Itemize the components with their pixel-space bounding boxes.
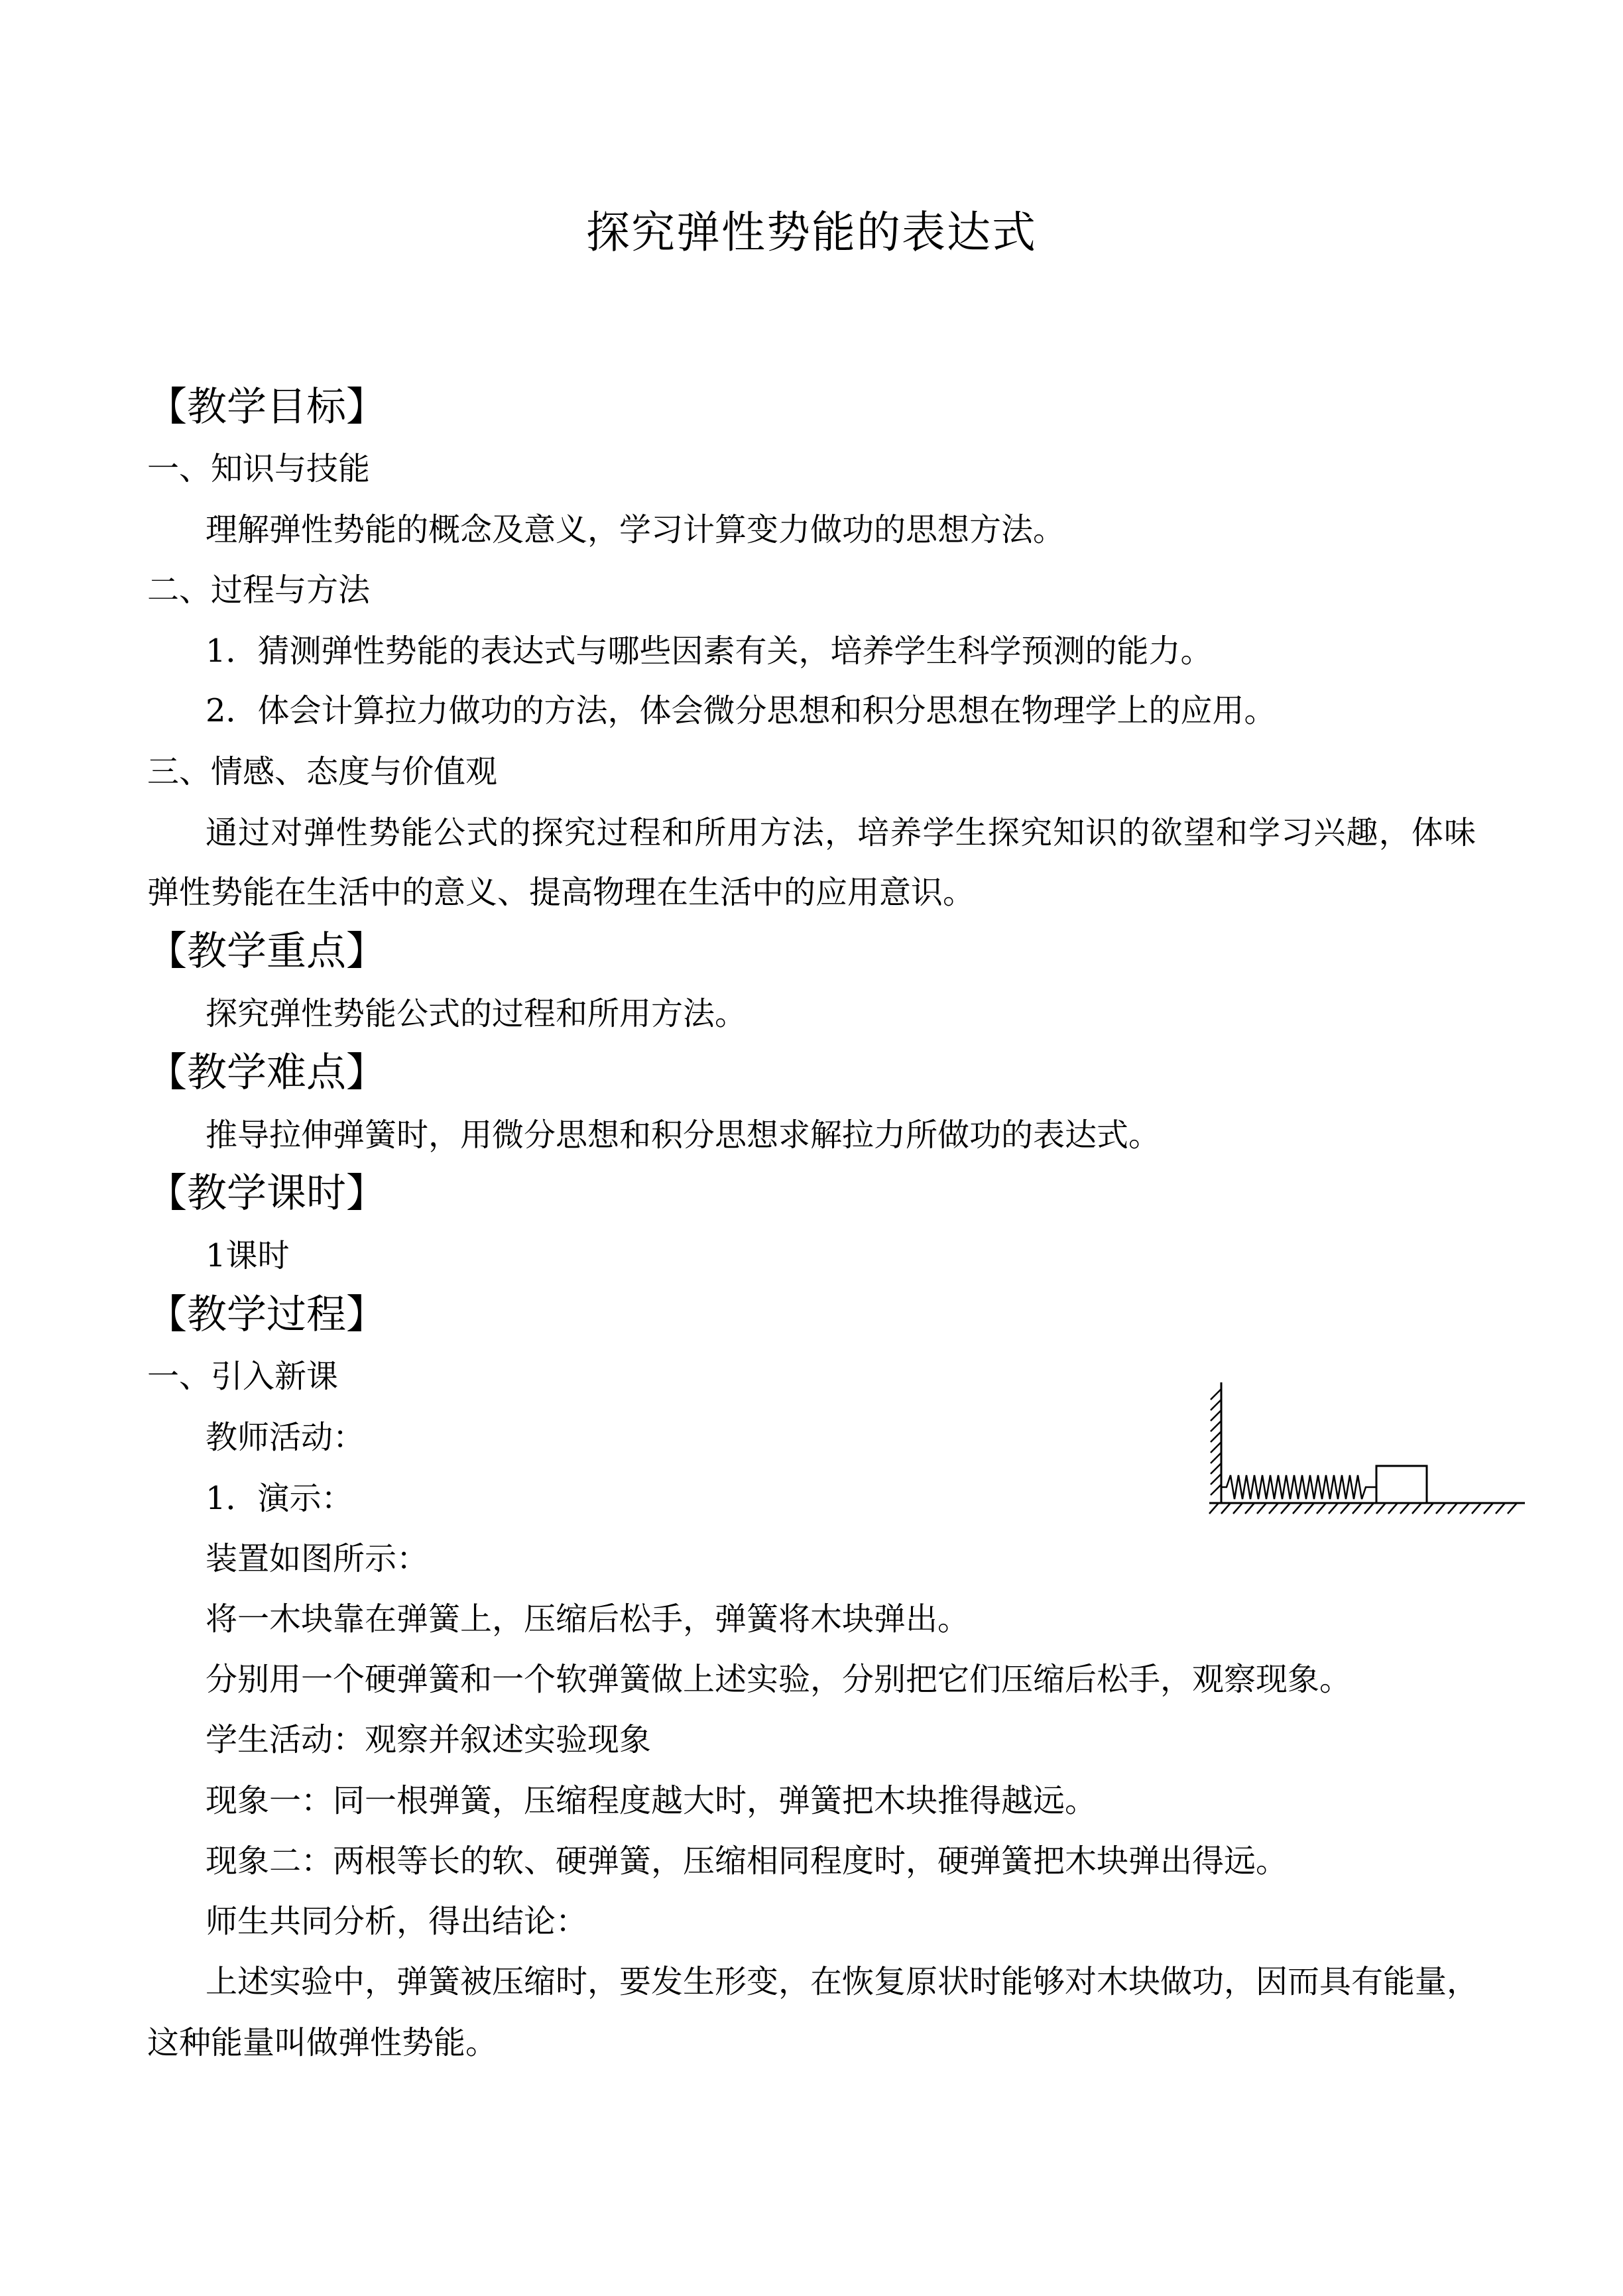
- step-1-text: 将一木块靠在弹簧上，压缩后松手，弹簧将木块弹出。: [206, 1601, 970, 1638]
- demo-label: 1．演示：: [206, 1480, 353, 1517]
- phenomenon-2-text: 现象二：两根等长的软、硬弹簧，压缩相同程度时，硬弹簧把木块弹出得远。: [206, 1843, 1288, 1880]
- spring-block-diagram: [1207, 1382, 1538, 1522]
- emotion-values-heading: 三、情感、态度与价值观: [147, 753, 498, 790]
- phenomenon-1-text: 现象一：同一根弹簧，压缩程度越大时，弹簧把木块推得越远。: [206, 1782, 1097, 1819]
- key-point-text: 探究弹性势能公式的过程和所用方法。: [206, 995, 747, 1032]
- intro-section-heading: 一、引入新课: [147, 1358, 339, 1395]
- hours-heading: 【教学课时】: [147, 1170, 386, 1217]
- process-methods-heading: 二、过程与方法: [147, 572, 371, 609]
- setup-text: 装置如图所示：: [206, 1540, 429, 1577]
- emotion-values-text-line-2: 弹性势能在生活中的意义、提高物理在生活中的应用意识。: [147, 874, 975, 911]
- teacher-activity-label: 教师活动：: [206, 1419, 365, 1456]
- emotion-values-text-line-1: 通过对弹性势能公式的探究过程和所用方法，培养学生探究知识的欲望和学习兴趣，体味: [206, 814, 1476, 851]
- student-activity-text: 学生活动：观察并叙述实验现象: [206, 1721, 652, 1758]
- page-title: 探究弹性势能的表达式: [586, 207, 1037, 258]
- conclusion-text-line-1: 上述实验中，弹簧被压缩时，要发生形变，在恢复原状时能够对木块做功，因而具有能量，: [206, 1963, 1479, 2000]
- joint-analysis-text: 师生共同分析，得出结论：: [206, 1903, 588, 1940]
- wooden-block: [1376, 1466, 1427, 1503]
- step-2-text: 分别用一个硬弹簧和一个软弹簧做上述实验，分别把它们压缩后松手，观察现象。: [206, 1661, 1352, 1698]
- knowledge-skills-text: 理解弹性势能的概念及意义，学习计算变力做功的思想方法。: [206, 511, 1065, 548]
- difficulty-text: 推导拉伸弹簧时，用微分思想和积分思想求解拉力所做功的表达式。: [206, 1117, 1161, 1154]
- process-item-1: 1．猜测弹性势能的表达式与哪些因素有关，培养学生科学预测的能力。: [206, 633, 1213, 670]
- process-item-2: 2．体会计算拉力做功的方法，体会微分思想和积分思想在物理学上的应用。: [206, 692, 1276, 729]
- procedure-heading: 【教学过程】: [147, 1292, 386, 1338]
- hours-text: 1课时: [206, 1237, 290, 1274]
- spring: [1221, 1475, 1376, 1499]
- key-point-heading: 【教学重点】: [147, 928, 386, 975]
- conclusion-text-line-2: 这种能量叫做弹性势能。: [147, 2024, 498, 2061]
- knowledge-skills-heading: 一、知识与技能: [147, 450, 371, 487]
- difficulty-heading: 【教学难点】: [147, 1050, 386, 1096]
- wall-hatch: [1211, 1389, 1221, 1495]
- floor-hatch: [1209, 1503, 1517, 1514]
- objectives-heading: 【教学目标】: [147, 384, 386, 430]
